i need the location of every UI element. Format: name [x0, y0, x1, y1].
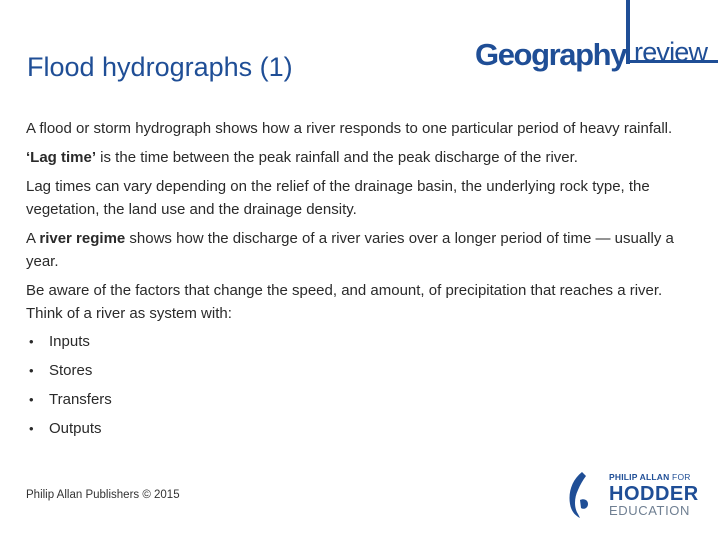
slide-body	[26, 117, 686, 447]
geography-review-logo	[473, 0, 720, 76]
term-lag-time: ‘Lag time’	[26, 149, 97, 166]
bullet-icon: •	[29, 363, 34, 378]
river-regime-definition: shows how the discharge of a river varies over a longer period of time — usually a year.	[26, 230, 674, 270]
page-title: Flood hydrographs (1)	[27, 52, 293, 82]
logo-geography-text: Geography	[475, 37, 627, 72]
list-item	[26, 418, 686, 447]
paragraph-river-regime	[26, 227, 686, 273]
philip-allan-label	[609, 472, 691, 482]
list-item-label: Transfers	[49, 391, 112, 408]
for-text: FOR	[669, 472, 691, 482]
paragraph-lag-time	[26, 146, 686, 169]
term-river-regime: river regime	[39, 230, 126, 247]
bullet-icon: •	[29, 334, 34, 349]
lag-time-definition: is the time between the peak rainfall and the peak discharge of the river.	[96, 149, 578, 166]
bullet-icon: •	[29, 421, 34, 436]
list-item-label: Stores	[49, 362, 93, 379]
paragraph-hydrograph: A flood or storm hydrograph shows how a river responds to one particular period of heavy rainfall.	[26, 120, 673, 137]
copyright-footer: Philip Allan Publishers © 2015	[26, 489, 180, 501]
hodder-education-logo	[564, 468, 714, 524]
system-bullet-list	[26, 331, 686, 447]
list-item-label: Inputs	[49, 333, 90, 350]
logo-vertical-rule	[626, 0, 630, 64]
hodder-text: HODDER	[609, 483, 699, 505]
list-item-label: Outputs	[49, 420, 102, 437]
list-item	[26, 360, 686, 389]
paragraph-lag-factors: Lag times can vary depending on the relief of the drainage basin, the underlying rock type, the vegetation, the land use and the drainage density.	[26, 178, 650, 218]
paragraph-system: Be aware of the factors that change the speed, and amount, of precipitation that reaches a river. Think of a river as system with:	[26, 282, 663, 322]
list-item	[26, 331, 686, 360]
philip-allan-text: PHILIP ALLAN	[609, 472, 670, 482]
list-item	[26, 389, 686, 418]
river-regime-prefix: A	[26, 230, 40, 247]
education-text: EDUCATION	[609, 503, 690, 518]
hodder-swoosh-icon	[564, 470, 592, 520]
bullet-icon: •	[29, 392, 34, 407]
logo-review-text: review	[634, 37, 708, 67]
